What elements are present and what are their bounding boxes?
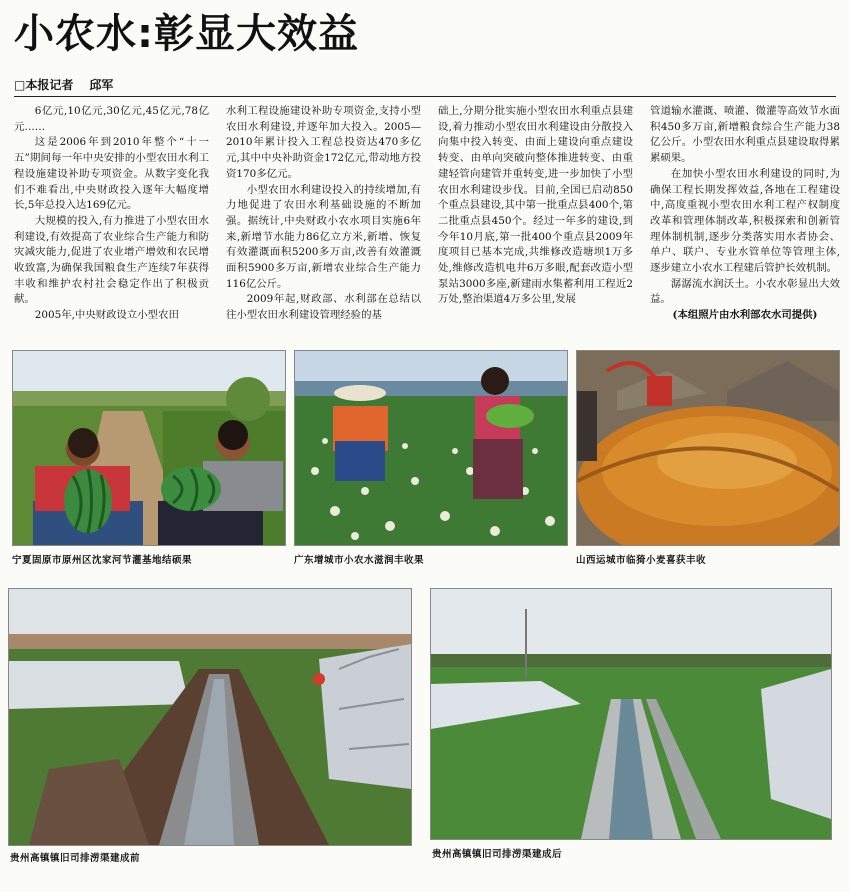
article-paragraph: 础上,分期分批实施小型农田水利重点县建设,着力推动小型农田水利建设由分散投入向集中投入转变、由面上建设向重点建设转变、由单向突破向整体推进转变、由重建轻管向建管并重转变,进一步加快了小型农田水利建设步伐。目前,全国已启动850个重点县建设,其中第一批重点县400个,第二批重点县450个。经过一年多的建设,到今年10月底,第一批400个重点县2009年度项目已基本完成,共维修改造塘坝1万多处,维修改造机电井6万多眼,配套改造小型泵站3000多座,新建雨水集蓄利用工程近2万处,整治渠道4万多公里,发展 <box>438 105 633 306</box>
photo-vegetable-harvest <box>294 350 568 546</box>
headline: 小农水:彰显大效益 <box>14 11 359 57</box>
photo-caption-ditch-after: 贵州高镇镇旧司排涝渠建成后 <box>432 849 563 860</box>
byline-name: 邱军 <box>89 78 114 92</box>
article-column-2 <box>226 104 421 342</box>
photo-watermelon-harvest <box>12 350 286 546</box>
photo-caption-wheat: 山西运城市临猗小麦喜获丰收 <box>576 555 707 566</box>
article-paragraph: 6亿元,10亿元,30亿元,45亿元,78亿元…… <box>14 105 209 133</box>
photo-ditch-after <box>430 588 832 840</box>
article-paragraph: 在加快小型农田水利建设的同时,为确保工程长期发挥效益,各地在工程建设中,高度重视小型农田水利工程产权制度改革和管理体制改革,积极探索和创新管理体制机制,逐步分类落实用水者协会、单户、联户、专业水管单位等管理主体,逐步建立小农水工程建后管护长效机制。 <box>650 167 840 275</box>
article-paragraph: 水利工程设施建设补助专项资金,支持小型农田水利建设,并逐年加大投入。2005—2010年累计投入工程总投资达470多亿元,其中中央补助资金172亿元,带动地方投资170多亿元。 <box>226 105 421 180</box>
article-paragraph: 潺潺流水润沃土。小农水彰显出大效益。 <box>650 277 840 306</box>
headline-rule <box>14 96 836 97</box>
article-paragraph: 小型农田水利建设投入的持续增加,有力地促进了农田水利基础设施的不断加强。据统计,中央财政小农水项目实施6年来,新增节水能力86亿立方米,新增、恢复有效灌溉面积5200多万亩,改善有效灌溉面积5900多万亩,新增农业综合生产能力116亿公斤。 <box>226 183 421 290</box>
article-paragraph: 管道输水灌溉、喷灌、微灌等高效节水面积450多万亩,新增粮食综合生产能力38亿公斤。小型农田水利重点县建设取得累累硕果。 <box>650 105 840 165</box>
photo-caption-watermelon: 宁夏固原市原州区沈家河节灌基地结硕果 <box>12 555 193 566</box>
article-paragraph: 2005年,中央财政设立小型农田 <box>34 309 179 322</box>
article-column-4 <box>650 104 840 342</box>
article-paragraph: 大规模的投入,有力推进了小型农田水利建设,有效提高了农业综合生产能力和防灾减灾能力,促进了农业增产增效和农民增收致富,为确保我国粮食生产连续7年获得丰收和维护农村社会稳定作出了积极贡献。 <box>14 214 209 306</box>
article-paragraph: (本组照片由水利部农水司提供) <box>672 309 818 322</box>
photo-caption-vegetables: 广东增城市小农水滋润丰收果 <box>294 555 425 566</box>
photo-ditch-before <box>8 588 412 846</box>
article-paragraph: 2009年起,财政部、水利部在总结以往小型农田水利建设管理经验的基 <box>226 293 421 322</box>
photo-wheat-harvest <box>576 350 840 546</box>
article-paragraph: 这是2006年到2010年整个“十一五”期间每一年中央安排的小型农田水利工程设施建设补助专项资金。从数字变化我们不难看出,中央财政投入逐年大幅度增长,5年总投入达169亿元。 <box>14 136 209 212</box>
byline-label: □本报记者 <box>14 78 74 92</box>
article-column-3 <box>438 104 633 342</box>
photo-caption-ditch-before: 贵州高镇镇旧司排涝渠建成前 <box>10 853 141 864</box>
byline <box>14 76 113 93</box>
article-column-1 <box>14 104 209 342</box>
